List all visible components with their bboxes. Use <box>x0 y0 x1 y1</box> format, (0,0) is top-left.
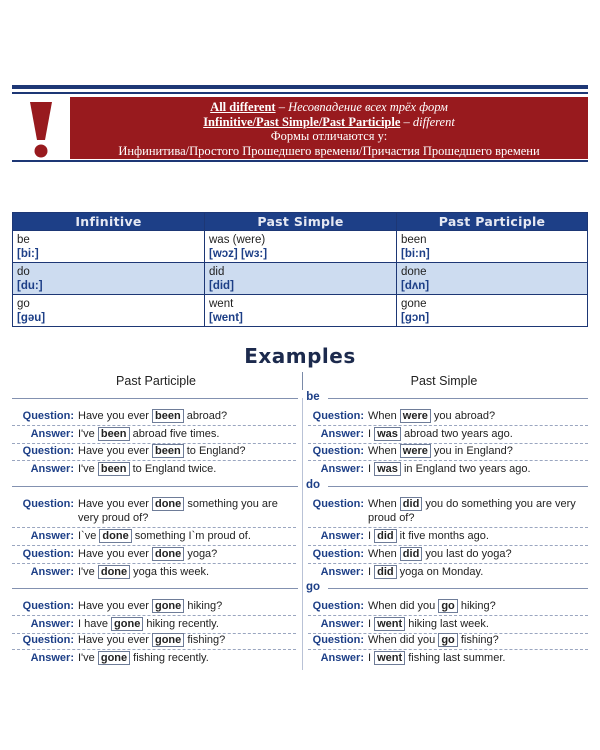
verb-box: done <box>98 565 130 579</box>
verb-box: were <box>400 444 431 458</box>
verb-separator-do <box>12 480 588 492</box>
question-label: Question: <box>22 600 74 612</box>
verb-box: go <box>438 599 457 613</box>
verb-box: did <box>374 565 397 579</box>
cell-past-simple: went [went] <box>205 295 397 327</box>
dotted-divider <box>12 545 296 546</box>
dotted-divider <box>12 649 296 650</box>
right-answer-text <box>368 651 590 665</box>
sentence-part: to England twice. <box>129 463 217 475</box>
dotted-divider <box>12 527 296 528</box>
sentence-part: hiking recently. <box>143 618 219 630</box>
answer-label: Answer: <box>30 530 74 542</box>
rule-box-bottom-line <box>12 160 588 162</box>
rule-line-3: Формы отличаются у: <box>270 129 388 143</box>
sentence-part: Have you ever <box>78 634 152 646</box>
right-answer-text <box>368 617 590 631</box>
question-label: Question: <box>312 634 364 646</box>
verb-box: went <box>374 651 405 665</box>
question-label: Question: <box>312 445 364 457</box>
column-title-past-simple: Past Simple <box>410 374 478 388</box>
sentence-part: Have you ever <box>78 410 152 422</box>
answer-label: Answer: <box>320 428 364 440</box>
left-answer-text <box>78 529 298 543</box>
dotted-divider <box>308 425 588 426</box>
question-label: Question: <box>22 498 74 510</box>
verb-box: go <box>438 633 457 647</box>
examples-title: Examples <box>244 344 356 368</box>
left-answer-text <box>78 651 298 665</box>
question-label: Question: <box>22 548 74 560</box>
cell-past-participle: gone [gɔn] <box>397 295 588 327</box>
cell-infinitive: do [du:] <box>13 263 205 295</box>
top-rule-thin <box>12 92 588 94</box>
answer-label: Answer: <box>30 463 74 475</box>
sentence-part: Have you ever <box>78 445 152 457</box>
left-answer-text <box>78 427 298 441</box>
left-question-text <box>78 409 298 423</box>
right-answer-text <box>368 565 590 579</box>
sentence-part: I`ve <box>78 530 100 542</box>
question-label: Question: <box>22 445 74 457</box>
sentence-part: When <box>368 498 400 510</box>
dotted-divider <box>308 649 588 650</box>
sentence-part: I've <box>78 652 98 664</box>
verb-box: done <box>99 529 131 543</box>
sentence-part: When did you <box>368 600 439 612</box>
sentence-part: Have you ever <box>78 498 152 510</box>
verb-box: been <box>98 427 130 441</box>
sentence-part: I <box>368 428 375 440</box>
header-infinitive: Infinitive <box>13 213 205 231</box>
sentence-part: fishing last summer. <box>405 652 506 664</box>
verb-box: were <box>400 409 431 423</box>
dotted-divider <box>12 563 296 564</box>
verb-box: done <box>152 547 184 561</box>
sentence-part: I've <box>78 463 98 475</box>
left-question-text <box>78 444 298 458</box>
question-label: Question: <box>312 600 364 612</box>
verb-box: did <box>400 547 423 561</box>
sentence-part: yoga on Monday. <box>396 566 484 578</box>
sentence-part: you abroad? <box>430 410 496 422</box>
verb-box: gone <box>152 599 184 613</box>
exclamation-icon <box>24 100 58 158</box>
left-answer-text <box>78 462 298 476</box>
question-label: Question: <box>22 410 74 422</box>
verb-box: been <box>152 444 184 458</box>
sentence-part: yoga this week. <box>130 566 209 578</box>
dotted-divider <box>308 545 588 546</box>
verb-separator-be <box>12 392 588 404</box>
rule-line-2: Infinitive/Past Simple/Past Participle – different <box>203 114 455 129</box>
cell-past-participle: done [dʌn] <box>397 263 588 295</box>
verb-box: done <box>152 497 184 511</box>
cell-past-simple: was (were) [wɔz] [wɜ:] <box>205 231 397 263</box>
rule-line-4: Инфинитива/Простого Прошедшего времени/Причастия Прошедшего времени <box>118 143 540 158</box>
right-question-text <box>368 633 590 647</box>
sentence-part: abroad two years ago. <box>400 428 513 440</box>
table-row-go <box>13 295 588 327</box>
table-row-be <box>13 231 588 263</box>
sentence-part: I've <box>78 428 98 440</box>
separator-label: go <box>298 581 328 593</box>
header-past-simple: Past Simple <box>205 213 397 231</box>
sentence-part: When <box>368 548 400 560</box>
right-answer-text <box>368 529 590 543</box>
sentence-part: I've <box>78 566 98 578</box>
header-past-participle: Past Participle <box>397 213 588 231</box>
question-label: Question: <box>22 634 74 646</box>
dotted-divider <box>308 527 588 528</box>
right-question-text <box>368 409 590 423</box>
sentence-part: something I`m proud of. <box>131 530 251 542</box>
top-rule-thick <box>12 85 588 89</box>
right-answer-text <box>368 462 590 476</box>
cell-infinitive: be [bi:] <box>13 231 205 263</box>
cell-past-participle: been [bi:n] <box>397 231 588 263</box>
verb-forms-table <box>12 212 588 327</box>
rule-line-1: All different – Несовпадение всех трёх форм <box>210 100 448 114</box>
table-header-row <box>13 213 588 231</box>
separator-label: be <box>298 391 328 403</box>
sentence-part: yoga? <box>184 548 218 560</box>
dotted-divider <box>12 460 296 461</box>
verb-box: been <box>152 409 184 423</box>
cell-past-simple: did [did] <box>205 263 397 295</box>
verb-box: gone <box>111 617 143 631</box>
verb-box: gone <box>152 633 184 647</box>
answer-label: Answer: <box>30 566 74 578</box>
sentence-part: it five months ago. <box>396 530 489 542</box>
verb-box: went <box>374 617 405 631</box>
answer-label: Answer: <box>30 652 74 664</box>
sentence-part: fishing? <box>184 634 226 646</box>
answer-label: Answer: <box>320 566 364 578</box>
dotted-divider <box>308 460 588 461</box>
answer-label: Answer: <box>30 618 74 630</box>
verb-box: did <box>400 497 423 511</box>
sentence-part: abroad? <box>183 410 228 422</box>
right-question-text <box>368 547 590 561</box>
verb-box: did <box>374 529 397 543</box>
left-answer-text <box>78 565 298 579</box>
sentence-part: fishing? <box>457 634 499 646</box>
sentence-part: fishing recently. <box>130 652 209 664</box>
cell-infinitive: go [gəu] <box>13 295 205 327</box>
question-label: Question: <box>312 498 364 510</box>
sentence-part: Have you ever <box>78 600 152 612</box>
separator-label: do <box>298 479 328 491</box>
answer-label: Answer: <box>320 530 364 542</box>
verb-box: was <box>374 427 401 441</box>
right-answer-text <box>368 427 590 441</box>
dotted-divider <box>12 425 296 426</box>
sentence-part: Have you ever <box>78 548 152 560</box>
examples-column-divider <box>302 398 303 670</box>
sentence-part: I <box>368 652 375 664</box>
dotted-divider <box>12 615 296 616</box>
sentence-part: I <box>368 618 375 630</box>
left-question-text <box>78 599 298 613</box>
left-answer-text <box>78 617 298 631</box>
right-question-text <box>368 497 590 525</box>
sentence-part: you last do yoga? <box>422 548 512 560</box>
sentence-part: hiking? <box>184 600 223 612</box>
right-question-text <box>368 444 590 458</box>
right-question-text <box>368 599 590 613</box>
sentence-part: When <box>368 445 400 457</box>
sentence-part: to England? <box>183 445 246 457</box>
rule-box <box>70 97 588 159</box>
sentence-part: I <box>368 530 375 542</box>
sentence-part: you do something you are very proud of? <box>368 498 576 524</box>
verb-separator-go <box>12 582 588 594</box>
answer-label: Answer: <box>320 618 364 630</box>
dotted-divider <box>308 563 588 564</box>
sentence-part: When did you <box>368 634 439 646</box>
answer-label: Answer: <box>320 463 364 475</box>
left-question-text <box>78 633 298 647</box>
verb-box: gone <box>98 651 130 665</box>
left-question-text <box>78 497 298 525</box>
sentence-part: hiking last week. <box>405 618 489 630</box>
column-title-past-participle: Past Participle <box>116 374 196 388</box>
sentence-part: When <box>368 410 400 422</box>
answer-label: Answer: <box>320 652 364 664</box>
dotted-divider <box>308 615 588 616</box>
sentence-part: something you are very proud of? <box>78 498 278 524</box>
verb-box: was <box>374 462 401 476</box>
sentence-part: in England two years ago. <box>400 463 531 475</box>
sentence-part: abroad five times. <box>129 428 220 440</box>
sentence-part: you in England? <box>430 445 513 457</box>
column-divider <box>302 372 303 390</box>
question-label: Question: <box>312 548 364 560</box>
sentence-part: I <box>368 463 375 475</box>
sentence-part: I have <box>78 618 112 630</box>
verb-box: been <box>98 462 130 476</box>
sentence-part: I <box>368 566 375 578</box>
sentence-part: hiking? <box>457 600 496 612</box>
question-label: Question: <box>312 410 364 422</box>
left-question-text <box>78 547 298 561</box>
table-row-do <box>13 263 588 295</box>
answer-label: Answer: <box>30 428 74 440</box>
